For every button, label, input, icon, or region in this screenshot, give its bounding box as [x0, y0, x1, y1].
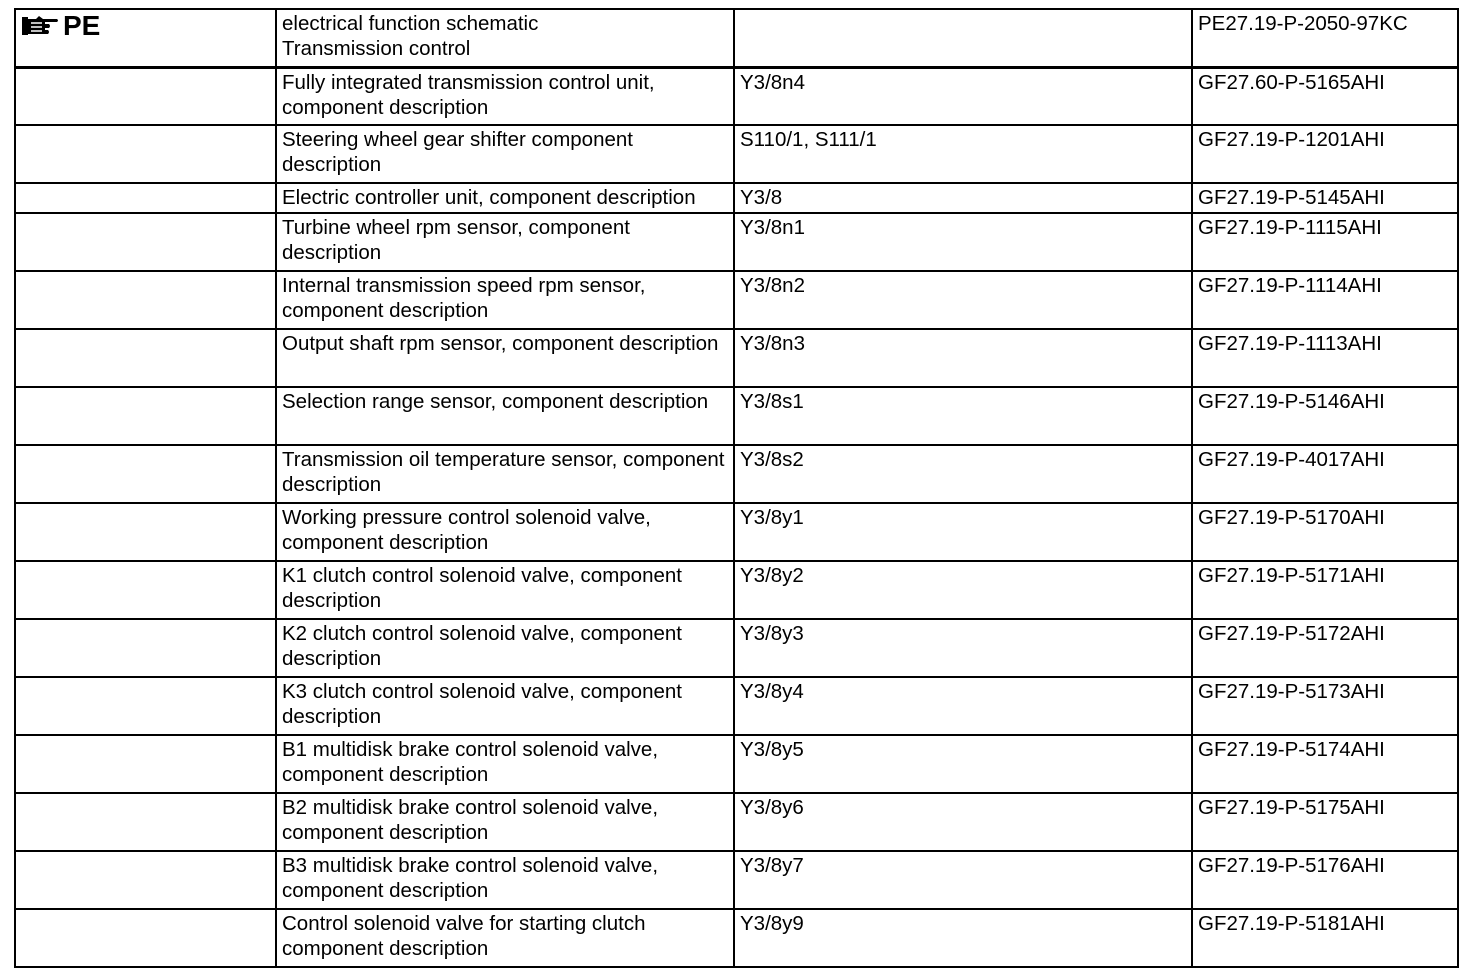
row-blank-cell [15, 329, 276, 387]
reference-table [14, 8, 1459, 968]
row-description: K2 clutch control solenoid valve, component description [276, 619, 734, 677]
table-row [15, 851, 1458, 909]
row-blank-cell [15, 125, 276, 183]
row-document: GF27.19-P-5170AHI [1192, 503, 1458, 561]
row-description: Output shaft rpm sensor, component description [276, 329, 734, 387]
pe-tag: PE [63, 10, 101, 41]
row-blank-cell [15, 677, 276, 735]
row-code: S110/1, S111/1 [734, 125, 1192, 183]
table-row [15, 445, 1458, 503]
row-document: GF27.19-P-5172AHI [1192, 619, 1458, 677]
header-description [276, 9, 734, 67]
table-row [15, 213, 1458, 271]
header-code [734, 9, 1192, 67]
row-document: GF27.19-P-4017AHI [1192, 445, 1458, 503]
row-blank-cell [15, 561, 276, 619]
table-row [15, 619, 1458, 677]
row-document: GF27.19-P-1201AHI [1192, 125, 1458, 183]
table-row [15, 271, 1458, 329]
row-code: Y3/8n2 [734, 271, 1192, 329]
table-row [15, 503, 1458, 561]
row-blank-cell [15, 183, 276, 213]
row-blank-cell [15, 67, 276, 125]
row-code: Y3/8y9 [734, 909, 1192, 967]
row-description: Transmission oil temperature sensor, component description [276, 445, 734, 503]
row-blank-cell [15, 619, 276, 677]
row-description: Fully integrated transmission control unit, component description [276, 67, 734, 125]
row-document: GF27.19-P-1113AHI [1192, 329, 1458, 387]
row-description: Electric controller unit, component description [276, 183, 734, 213]
row-blank-cell [15, 503, 276, 561]
row-document: GF27.19-P-5171AHI [1192, 561, 1458, 619]
row-document: GF27.19-P-1114AHI [1192, 271, 1458, 329]
row-blank-cell [15, 213, 276, 271]
row-code: Y3/8y4 [734, 677, 1192, 735]
table-row [15, 125, 1458, 183]
row-description: K1 clutch control solenoid valve, component description [276, 561, 734, 619]
row-document: GF27.19-P-1115AHI [1192, 213, 1458, 271]
row-description: Working pressure control solenoid valve, component description [276, 503, 734, 561]
table-row [15, 909, 1458, 967]
row-description: B3 multidisk brake control solenoid valve, component description [276, 851, 734, 909]
row-blank-cell [15, 445, 276, 503]
header-description-line1: electrical function schematic [282, 12, 539, 35]
row-blank-cell [15, 387, 276, 445]
row-code: Y3/8y6 [734, 793, 1192, 851]
row-description: B2 multidisk brake control solenoid valve, component description [276, 793, 734, 851]
row-description: Steering wheel gear shifter component description [276, 125, 734, 183]
table-row [15, 561, 1458, 619]
row-code: Y3/8n1 [734, 213, 1192, 271]
row-blank-cell [15, 271, 276, 329]
table-row [15, 67, 1458, 125]
row-code: Y3/8s2 [734, 445, 1192, 503]
table-row [15, 677, 1458, 735]
row-code: Y3/8n4 [734, 67, 1192, 125]
row-description: Internal transmission speed rpm sensor, component description [276, 271, 734, 329]
row-blank-cell [15, 909, 276, 967]
row-code: Y3/8n3 [734, 329, 1192, 387]
row-description: Turbine wheel rpm sensor, component description [276, 213, 734, 271]
row-description: Selection range sensor, component description [276, 387, 734, 445]
row-document: GF27.60-P-5165AHI [1192, 67, 1458, 125]
pointing-hand-icon [21, 15, 59, 37]
header-row [15, 9, 1458, 67]
row-blank-cell [15, 735, 276, 793]
pe-marker [21, 12, 100, 40]
row-code: Y3/8s1 [734, 387, 1192, 445]
table-row [15, 183, 1458, 213]
row-document: GF27.19-P-5176AHI [1192, 851, 1458, 909]
row-description: Control solenoid valve for starting clutch component description [276, 909, 734, 967]
row-document: GF27.19-P-5145AHI [1192, 183, 1458, 213]
row-code: Y3/8y2 [734, 561, 1192, 619]
row-code: Y3/8y5 [734, 735, 1192, 793]
row-code: Y3/8y7 [734, 851, 1192, 909]
row-code: Y3/8y3 [734, 619, 1192, 677]
row-description: B1 multidisk brake control solenoid valve, component description [276, 735, 734, 793]
row-blank-cell [15, 793, 276, 851]
row-code: Y3/8y1 [734, 503, 1192, 561]
row-description: K3 clutch control solenoid valve, component description [276, 677, 734, 735]
row-document: GF27.19-P-5181AHI [1192, 909, 1458, 967]
header-description-line2: Transmission control [282, 37, 471, 60]
row-code: Y3/8 [734, 183, 1192, 213]
table-row [15, 329, 1458, 387]
table-row [15, 735, 1458, 793]
row-document: GF27.19-P-5173AHI [1192, 677, 1458, 735]
header-document: PE27.19-P-2050-97KC [1192, 9, 1458, 67]
table-row [15, 387, 1458, 445]
row-document: GF27.19-P-5174AHI [1192, 735, 1458, 793]
row-document: GF27.19-P-5175AHI [1192, 793, 1458, 851]
table-row [15, 793, 1458, 851]
pe-cell [15, 9, 276, 67]
row-document: GF27.19-P-5146AHI [1192, 387, 1458, 445]
row-blank-cell [15, 851, 276, 909]
